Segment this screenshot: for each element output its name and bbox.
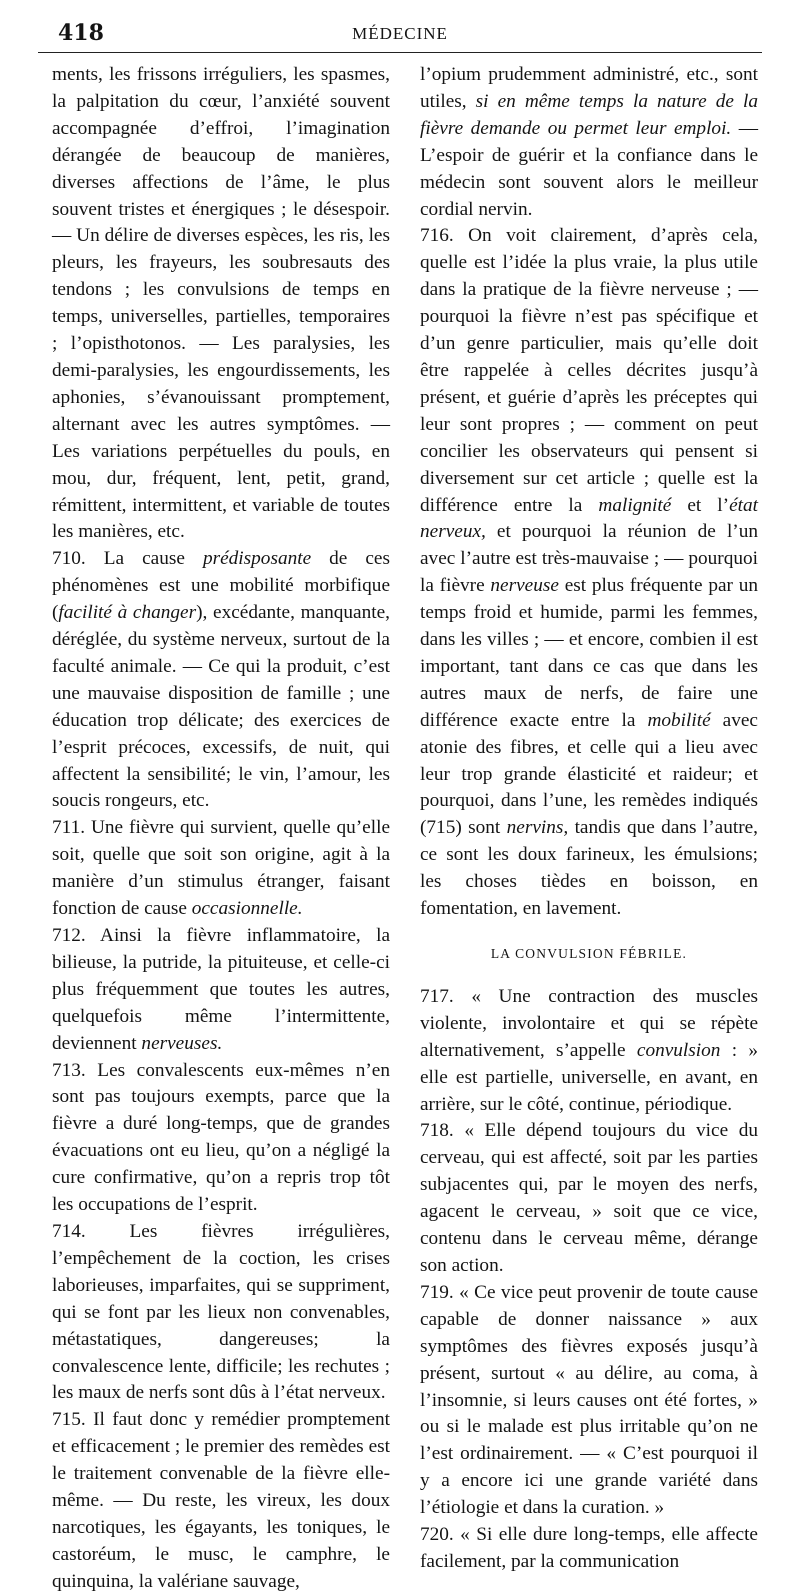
running-title: MÉDECINE xyxy=(352,24,448,43)
page-header xyxy=(38,16,762,53)
right-column xyxy=(420,62,758,1576)
paragraph-720: 720. « Si elle dure long-temps, elle affecte facilement, par la communication xyxy=(420,1524,758,1572)
paragraph-712: 712. Ainsi la fièvre inflammatoire, la bilieuse, la putride, la pituiteuse, et celle-ci plus fréquemment que toutes les autres, quelquefois même l’intermittente, deviennent nerveuses. xyxy=(52,925,390,1054)
paragraph-715: 715. Il faut donc y remédier promptement et efficacement ; le premier des remèdes est le traitement convenable de la fièvre elle-même. — Du reste, les vireux, les doux narcotiques, les égayants, les toniques, le castoréum, le musc, le camphre, le quinquina, la valériane sauvage, xyxy=(52,1409,390,1592)
paragraph-continuation: l’opium prudemment administré, etc., sont utiles, si en même temps la nature de la fièvre demande ou permet leur emploi. — L’espoir de guérir et la confiance dans le médecin sont souvent alors le meilleur cordial nervin. xyxy=(420,64,758,220)
paragraph-711: 711. Une fièvre qui survient, quelle qu’elle soit, quelle que soit son origine, agit à la manière d’un stimulus étranger, faisant fonction de cause occasionnelle. xyxy=(52,817,390,920)
paragraph-713: 713. Les convalescents eux-mêmes n’en sont pas toujours exempts, parce que la fièvre a duré long-temps, que de grandes évacuations ont eu lieu, qu’on a négligé la cure confirmative, qu’on a repris trop tôt les occupations de l’esprit. xyxy=(52,1059,390,1216)
paragraph-714: 714. Les fièvres irrégulières, l’empêchement de la coction, les crises laborieuses, imparfaites, qui se suppriment, qui se font par les lieux non convenables, métastatiques, dangereuses; la convalescence lente, difficile; les rechutes ; les maux de nerfs sont dûs à l’état nerveux. xyxy=(52,1220,390,1404)
left-column xyxy=(52,62,390,1596)
paragraph-719: 719. « Ce vice peut provenir de toute cause capable de donner naissance » aux symptômes des fièvres exposés jusqu’à présent, surtout « au délire, au coma, à l’insomnie, si leurs causes ont été fortes, » ou si le malade est plus irritable qu’on ne l’est ordinairement. — « C’est pourquoi il y a encore ici une grande variété dans l’étiologie et dans la curation. » xyxy=(420,1281,758,1519)
page-number: 418 xyxy=(58,20,104,46)
paragraph-717: 717. « Une contraction des muscles violente, involontaire et qui se répète alternativement, s’appelle convulsion : » elle est partielle, universelle, en avant, en arrière, sur le côté, continue, périodique. xyxy=(420,985,758,1115)
paragraph-symptoms: ments, les frissons irréguliers, les spasmes, la palpitation du cœur, l’anxiété souvent accompagnée d’effroi, l’imagination dérangée de beaucoup de manières, diverses affections de l’âme, le plus souvent tristes et énergiques ; le désespoir. — Un délire de diverses espèces, les ris, les pleurs, les frayeurs, les soubresauts des tendons ; les convulsions de temps en temps, universelles, partielles, temporaires ; l’opisthotonos. — Les paralysies, les demi-paralysies, les engourdissements, les aphonies, s’évanouissant promptement, alternant avec les autres symptômes. — Les variations perpétuelles du pouls, en mou, dur, fréquent, lent, petit, grand, rémittent, intermittent, et variable de toutes les manières, etc. xyxy=(52,64,390,543)
section-title: LA CONVULSION FÉBRILE. xyxy=(490,946,688,961)
paragraph-710: 710. La cause prédisposante de ces phénomènes est une mobilité morbifique (facilité à changer), excédante, manquante, déréglée, du système nerveux, surtout de la faculté animale. — Ce qui la produit, c’est une mauvaise disposition de famille ; une éducation trop délicate; des exercices de l’esprit précoces, excessifs, de nuit, qui affectent la sensibilité; le vin, l’amour, les soucis rongeurs, etc. xyxy=(52,548,390,812)
paragraph-718: 718. « Elle dépend toujours du vice du cerveau, qui est affecté, soit par les parties subjacentes qui, par le moyen des nerfs, agacent le cerveau, » soit que ce vice, contenu dans le cerveau même, dérange son action. xyxy=(420,1120,758,1276)
paragraph-716: 716. On voit clairement, d’après cela, quelle est l’idée la plus vraie, la plus utile dans la pratique de la fièvre nerveuse ; — pourquoi la fièvre n’est pas spécifique et d’un genre particulier, mais qu’elle doit être rappelée à celles décrites jusqu’à présent, et guérie d’après les préceptes qui leur sont propres ; — comment on peut concilier les observateurs qui pensent si diversement sur cet article ; quelle est la différence entre la malignité et l’état nerveux, et pourquoi la réunion de l’un avec l’autre est très-mauvaise ; — pourquoi la fièvre nerveuse est plus fréquente par un temps froid et humide, parmi les femmes, dans les villes ; — et encore, combien il est important, tant dans ce cas que dans les autres maux de nerfs, de faire une différence exacte entre la mobilité avec atonie des fibres, et celle qui a lieu avec leur trop grande élasticité et raideur; et pourquoi, dans l’une, les remèdes indiqués (715) sont nervins, tandis que dans l’autre, ce sont les doux farineux, les émulsions; les choses tièdes en boisson, en fomentation, en lavement. xyxy=(420,225,759,920)
